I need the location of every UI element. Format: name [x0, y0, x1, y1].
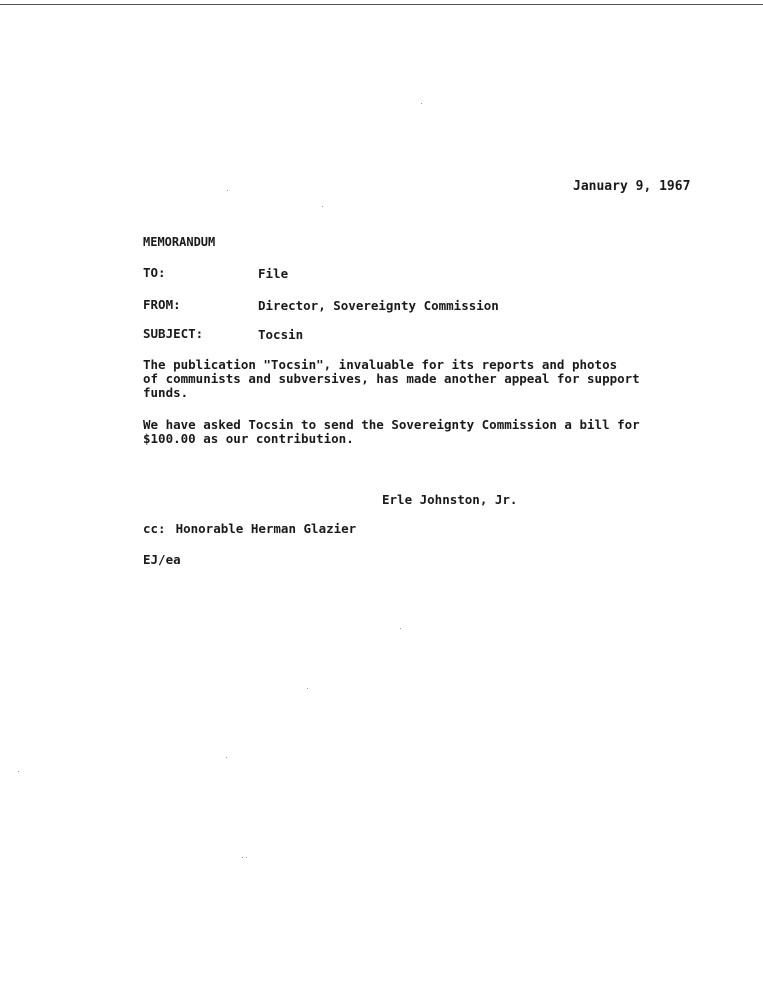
from-label: FROM:: [143, 297, 181, 312]
to-label: TO:: [143, 265, 166, 280]
signature-name: Erle Johnston, Jr.: [382, 492, 518, 507]
memo-heading: MEMORANDUM: [143, 235, 216, 249]
scan-speck: [307, 688, 308, 689]
scan-speck: [226, 757, 227, 758]
scan-speck: [322, 206, 323, 207]
cc-line: [143, 521, 356, 536]
scan-speck: [227, 190, 228, 191]
typist-initials: EJ/ea: [143, 552, 181, 567]
subject-label: SUBJECT:: [143, 326, 204, 341]
paragraph-line: funds.: [143, 385, 189, 400]
top-edge-rule: [0, 4, 763, 5]
scan-speck: [421, 103, 422, 104]
cc-label: cc:: [143, 521, 166, 536]
paragraph-line: $100.00 as our contribution.: [143, 431, 354, 446]
paragraph-line: We have asked Tocsin to send the Sovereignty Commission a bill for: [143, 417, 640, 432]
from-value: Director, Sovereignty Commission: [258, 298, 499, 313]
paragraph-line: of communists and subversives, has made another appeal for support: [143, 371, 640, 386]
paragraph-line: The publication "Tocsin", invaluable for its reports and photos: [143, 357, 618, 372]
scan-speck: [246, 857, 247, 858]
cc-recipient: Honorable Herman Glazier: [175, 521, 357, 536]
subject-value: Tocsin: [258, 327, 304, 342]
scan-speck: [18, 771, 19, 772]
scan-speck: [400, 628, 401, 629]
scan-speck: [242, 857, 243, 858]
to-value: File: [258, 266, 289, 281]
memo-date: January 9, 1967: [573, 179, 691, 194]
